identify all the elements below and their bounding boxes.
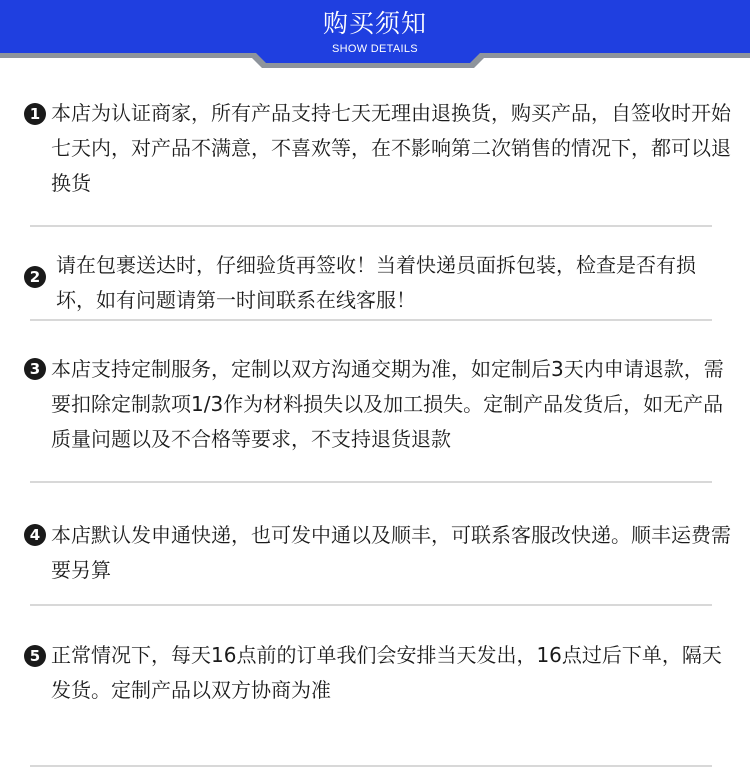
page-subtitle: SHOW DETAILS xyxy=(332,43,418,55)
notice-text-1: 本店为认证商家，所有产品支持七天无理由退换货，购买产品，自签收时开始七天内，对产品不满意，不喜欢等，在不影响第二次销售的情况下，都可以退换货 xyxy=(51,101,731,195)
notice-text-2: 请在包裹送达时，仔细验货再签收！当着快递员面拆包装，检查是否有损坏，如有问题请第一时间联系在线客服！ xyxy=(56,253,696,312)
section-divider xyxy=(30,765,712,767)
page-header xyxy=(0,0,750,70)
notice-item-1 xyxy=(24,96,731,204)
circled-number-5-icon: 5 xyxy=(24,645,46,667)
circled-number-1-icon: 1 xyxy=(24,103,46,125)
notice-text-3: 本店支持定制服务，定制以双方沟通交期为准，如定制后3天内申请退款，需要扣除定制款项1/3作为材料损失以及加工损失。定制产品发货后，如无产品质量问题以及不合格等要求，不支持退货退款 xyxy=(51,357,724,451)
section-divider xyxy=(30,481,712,483)
notice-text-5: 正常情况下，每天16点前的订单我们会安排当天发出，16点过后下单，隔天发货。定制产品以双方协商为准 xyxy=(51,643,722,702)
circled-number-2-icon: 2 xyxy=(24,266,46,288)
section-divider xyxy=(30,604,712,606)
circled-number-4-icon: 4 xyxy=(24,524,46,546)
section-divider xyxy=(30,319,712,321)
notice-item-4 xyxy=(24,518,731,590)
notice-item-5 xyxy=(24,638,728,710)
section-divider xyxy=(30,225,712,227)
page-title: 购买须知 xyxy=(322,9,427,38)
circled-number-3-icon: 3 xyxy=(24,358,46,380)
notice-item-2 xyxy=(24,248,728,320)
notice-item-3 xyxy=(24,352,728,460)
notice-text-4: 本店默认发申通快递，也可发中通以及顺丰，可联系客服改快递。顺丰运费需要另算 xyxy=(51,523,731,582)
